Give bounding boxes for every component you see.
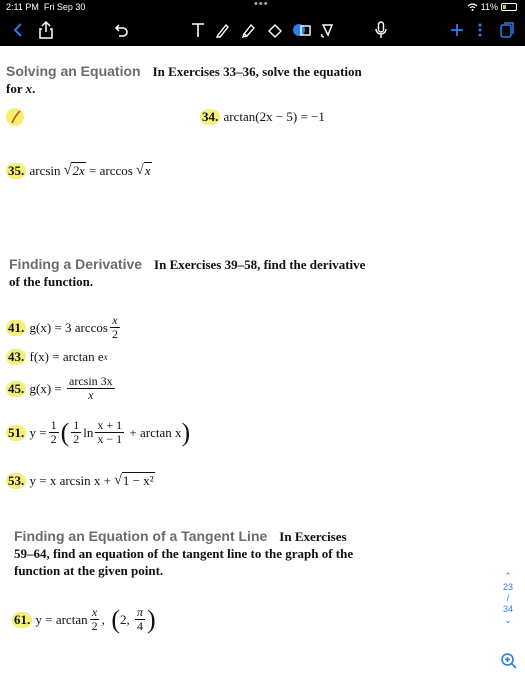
eraser-icon[interactable] [264, 18, 286, 42]
sqrt: √ x [136, 163, 151, 178]
next-page-icon[interactable]: ⌄ [504, 615, 512, 625]
exercise-43: 43. f(x) = arctan e x [8, 349, 108, 364]
status-bar [0, 0, 525, 14]
fraction: $\frac{1}{2}$ [73, 418, 80, 446]
fraction: $\frac{x}{2}$ [111, 313, 118, 341]
undo-icon[interactable] [110, 18, 132, 42]
exercise-61: 61. y = arctan $\frac{x}{2}$ , ( 2, $\frac{\pi}{4}$ ) [14, 604, 156, 634]
share-icon[interactable] [35, 18, 57, 42]
multitask-dots[interactable]: ••• [254, 0, 269, 10]
zoom-icon[interactable] [500, 652, 520, 672]
current-page: 23 [502, 582, 513, 592]
document-page[interactable] [0, 46, 525, 700]
exercise-35: 35. arcsin √ 2x = arccos √ x [8, 162, 151, 178]
total-pages: 34 [502, 604, 513, 614]
handwritten-mark-icon [6, 108, 24, 126]
fraction: $\frac{x + 1}{x - 1}$ [97, 418, 123, 446]
exercise-34: 34. arctan(2x − 5) = −1 [202, 109, 325, 124]
fraction: $\frac{\arcsin 3x}{x}$ [69, 374, 113, 402]
lasso-icon[interactable] [316, 18, 338, 42]
battery-icon [501, 3, 517, 11]
exercise-51: 51. y = $\frac{1}{2}$ ( $\frac{1}{2}$ ln $\frac{x + 1}{x - 1}$ + arctan x ) [8, 417, 191, 447]
page-separator: / [506, 593, 510, 603]
section-title: Solving an Equation [6, 63, 141, 79]
page-navigator[interactable] [497, 571, 519, 626]
add-icon[interactable] [446, 18, 468, 42]
sqrt: √ 1 − x² [114, 473, 154, 488]
section-description: In Exercises 33–36, solve the equation [152, 64, 362, 79]
fraction: $\frac{x}{2}$ [91, 605, 98, 633]
sqrt: √ 2x [63, 163, 85, 178]
status-time: 2:11 PM Fri Sep 30 [6, 2, 86, 12]
fraction: $\frac{1}{2}$ [50, 418, 57, 446]
section-title: Finding a Derivative [9, 256, 143, 272]
section-description: In Exercises [279, 529, 347, 544]
pages-icon[interactable] [496, 18, 518, 42]
exercise-53: 53. y = x arcsin x + √ 1 − x² [8, 472, 154, 488]
fraction: $\frac{\pi}{4}$ [137, 605, 144, 633]
section-tangent-line: Finding an Equation of a Tangent Line In Exercises 59–64, find an equation of the tangent line to the graph of the function at the given point. [14, 528, 354, 578]
exercise-45: 45. g(x) = $\frac{\arcsin 3x}{x}$ [8, 374, 113, 402]
section-finding-derivative: Finding a Derivative In Exercises 39–58, find the derivative of the function. [9, 256, 366, 289]
microphone-icon[interactable] [370, 18, 392, 42]
text-tool-icon[interactable] [188, 18, 208, 42]
back-icon[interactable] [8, 18, 28, 42]
status-right [467, 2, 517, 12]
prev-page-icon[interactable]: ⌃ [504, 571, 512, 581]
toolbar [0, 14, 525, 46]
more-icon[interactable] [472, 18, 488, 42]
shape-tool-icon[interactable] [290, 18, 314, 42]
app-chrome [0, 0, 525, 46]
battery-percent: 11% [480, 2, 498, 12]
highlight-annotation [6, 108, 24, 126]
section-solving-equation: Solving an Equation In Exercises 33–36, solve the equation for x. [6, 63, 362, 96]
exercise-41: 41. g(x) = 3 arccos $\frac{x}{2}$ [8, 313, 118, 341]
section-description: In Exercises 39–58, find the derivative [154, 257, 366, 272]
section-title: Finding an Equation of a Tangent Line [14, 528, 268, 544]
pen-icon[interactable] [212, 18, 234, 42]
wifi-icon [467, 3, 478, 11]
highlighter-icon[interactable] [238, 18, 260, 42]
